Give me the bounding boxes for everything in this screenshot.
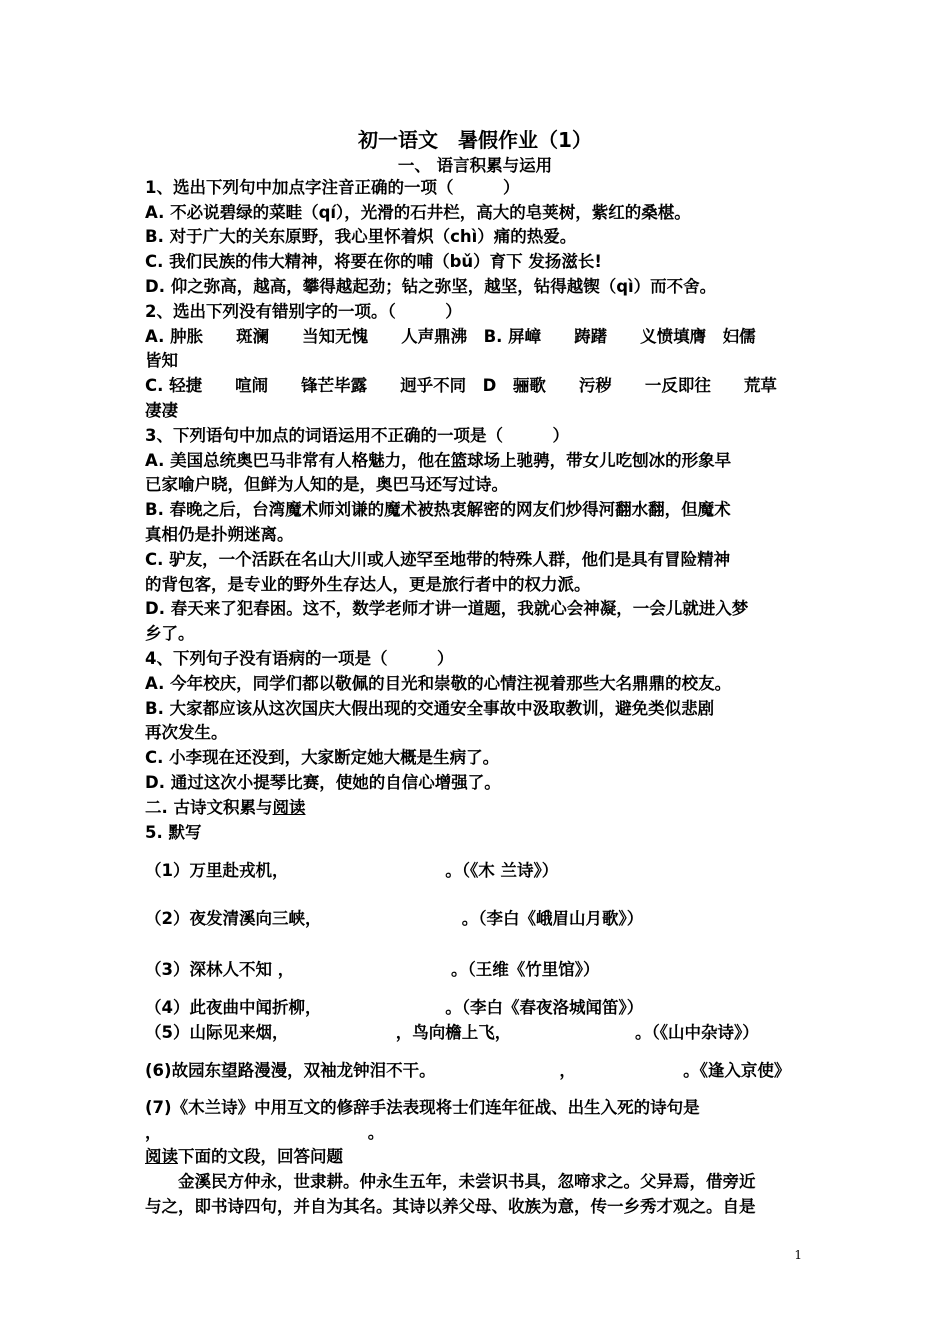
option-line: 皆知	[145, 351, 178, 370]
poem-line: (7)《木兰诗》中用互文的修辞手法表现将士们连年征战、出生入死的诗句是	[145, 1098, 700, 1117]
page-number: 1	[794, 1248, 802, 1262]
question-1-stem: 1、选出下列句中加点字注音正确的一项（ ）	[145, 178, 520, 197]
page-title: 初一语文 暑假作业（1）	[358, 128, 592, 152]
option-line: C. 轻捷 喧闹 锋芒毕露 迥乎不同 D 骊歌 污秽 一反即往 荒草	[145, 376, 777, 395]
option-line: 的背包客，是专业的野外生存达人，更是旅行者中的权力派。	[145, 575, 591, 594]
option-line: D. 通过这次小提琴比赛，使她的自信心增强了。	[145, 773, 501, 792]
option-line: B. 春晚之后，台湾魔术师刘谦的魔术被热衷解密的网友们炒得河翻水翻，但魔术	[145, 500, 731, 519]
option-line: 再次发生。	[145, 723, 228, 742]
option-line: D. 春天来了犯春困。这不，数学老师才讲一道题，我就心会神凝，一会儿就进入梦	[145, 599, 749, 618]
poem-line: （5）山际见来烟， ，鸟向檐上飞， 。（《山中杂诗》）	[145, 1023, 759, 1042]
option-line: C. 我们民族的伟大精神，将要在你的哺（bǔ）育下 发扬滋长!	[145, 252, 602, 271]
reading-underlined: 阅读	[145, 1147, 178, 1166]
question-4-stem: 4、下列句子没有语病的一项是（ ）	[145, 649, 454, 668]
passage-line: 金溪民方仲永，世隶耕。仲永生五年，未尝识书具，忽啼求之。父异焉，借旁近	[145, 1172, 756, 1191]
poem-line: （3）深林人不知 ， 。（王维《竹里馆》）	[145, 960, 600, 979]
poem-line: （1）万里赴戎机， 。（《木 兰诗》）	[145, 861, 559, 880]
option-line: 乡了。	[145, 624, 195, 643]
option-line: D. 仰之弥高，越高，攀得越起劲；钻之弥坚，越坚，钻得越锲（qì）而不舍。	[145, 277, 717, 296]
section-heading-1: 一、 语言积累与运用	[397, 156, 553, 175]
option-line: 已家喻户晓，但鲜为人知的是，奥巴马还写过诗。	[145, 475, 508, 494]
section-heading-2	[145, 797, 306, 819]
section-2-prefix: 二. 古诗文积累与	[145, 798, 273, 817]
poem-line: （4）此夜曲中闻折柳， 。（李白《春夜洛城闻笛》）	[145, 998, 644, 1017]
option-line: A. 不必说碧绿的菜畦（qí），光滑的石井栏，高大的皂荚树，紫红的桑椹。	[145, 203, 691, 222]
option-line: B. 对于广大的关东原野，我心里怀着炽（chì）痛的热爱。	[145, 227, 577, 246]
poem-line: ， 。	[145, 1123, 385, 1142]
passage-line: 与之，即书诗四句，并自为其名。其诗以养父母、收族为意，传一乡秀才观之。自是	[145, 1197, 756, 1216]
option-line: B. 大家都应该从这次国庆大假出现的交通安全事故中汲取教训，避免类似悲剧	[145, 699, 715, 718]
option-line: 真相仍是扑朔迷离。	[145, 525, 294, 544]
question-2-stem: 2、选出下列没有错别字的一项。（ ）	[145, 302, 462, 321]
poem-line: （2）夜发清溪向三峡， 。（李白《峨眉山月歌》）	[145, 909, 644, 928]
reading-rest: 下面的文段，回答问题	[178, 1147, 343, 1166]
reading-instruction	[145, 1146, 343, 1168]
section-2-underlined: 阅读	[272, 798, 306, 817]
option-line: C. 小李现在还没到，大家断定她大概是生病了。	[145, 748, 500, 767]
option-line: C. 驴友，一个活跃在名山大川或人迹罕至地带的特殊人群，他们是具有冒险精神	[145, 550, 731, 569]
question-3-stem: 3、下列语句中加点的词语运用不正确的一项是（ ）	[145, 426, 569, 445]
option-line: A. 美国总统奥巴马非常有人格魅力，他在篮球场上驰骋，带女儿吃刨冰的形象早	[145, 451, 732, 470]
option-line: A. 今年校庆，同学们都以敬佩的目光和崇敬的心情注视着那些大名鼎鼎的校友。	[145, 674, 732, 693]
option-line: 凄凄	[145, 401, 178, 420]
option-line: A. 肿胀 斑澜 当知无愧 人声鼎沸 B. 屏嶂 踌躇 义愤填膺 妇儒	[145, 327, 756, 346]
question-5-stem: 5. 默写	[145, 823, 202, 842]
poem-line: (6)故园东望路漫漫，双袖龙钟泪不干。 ， 。《逢入京使》	[145, 1061, 791, 1080]
